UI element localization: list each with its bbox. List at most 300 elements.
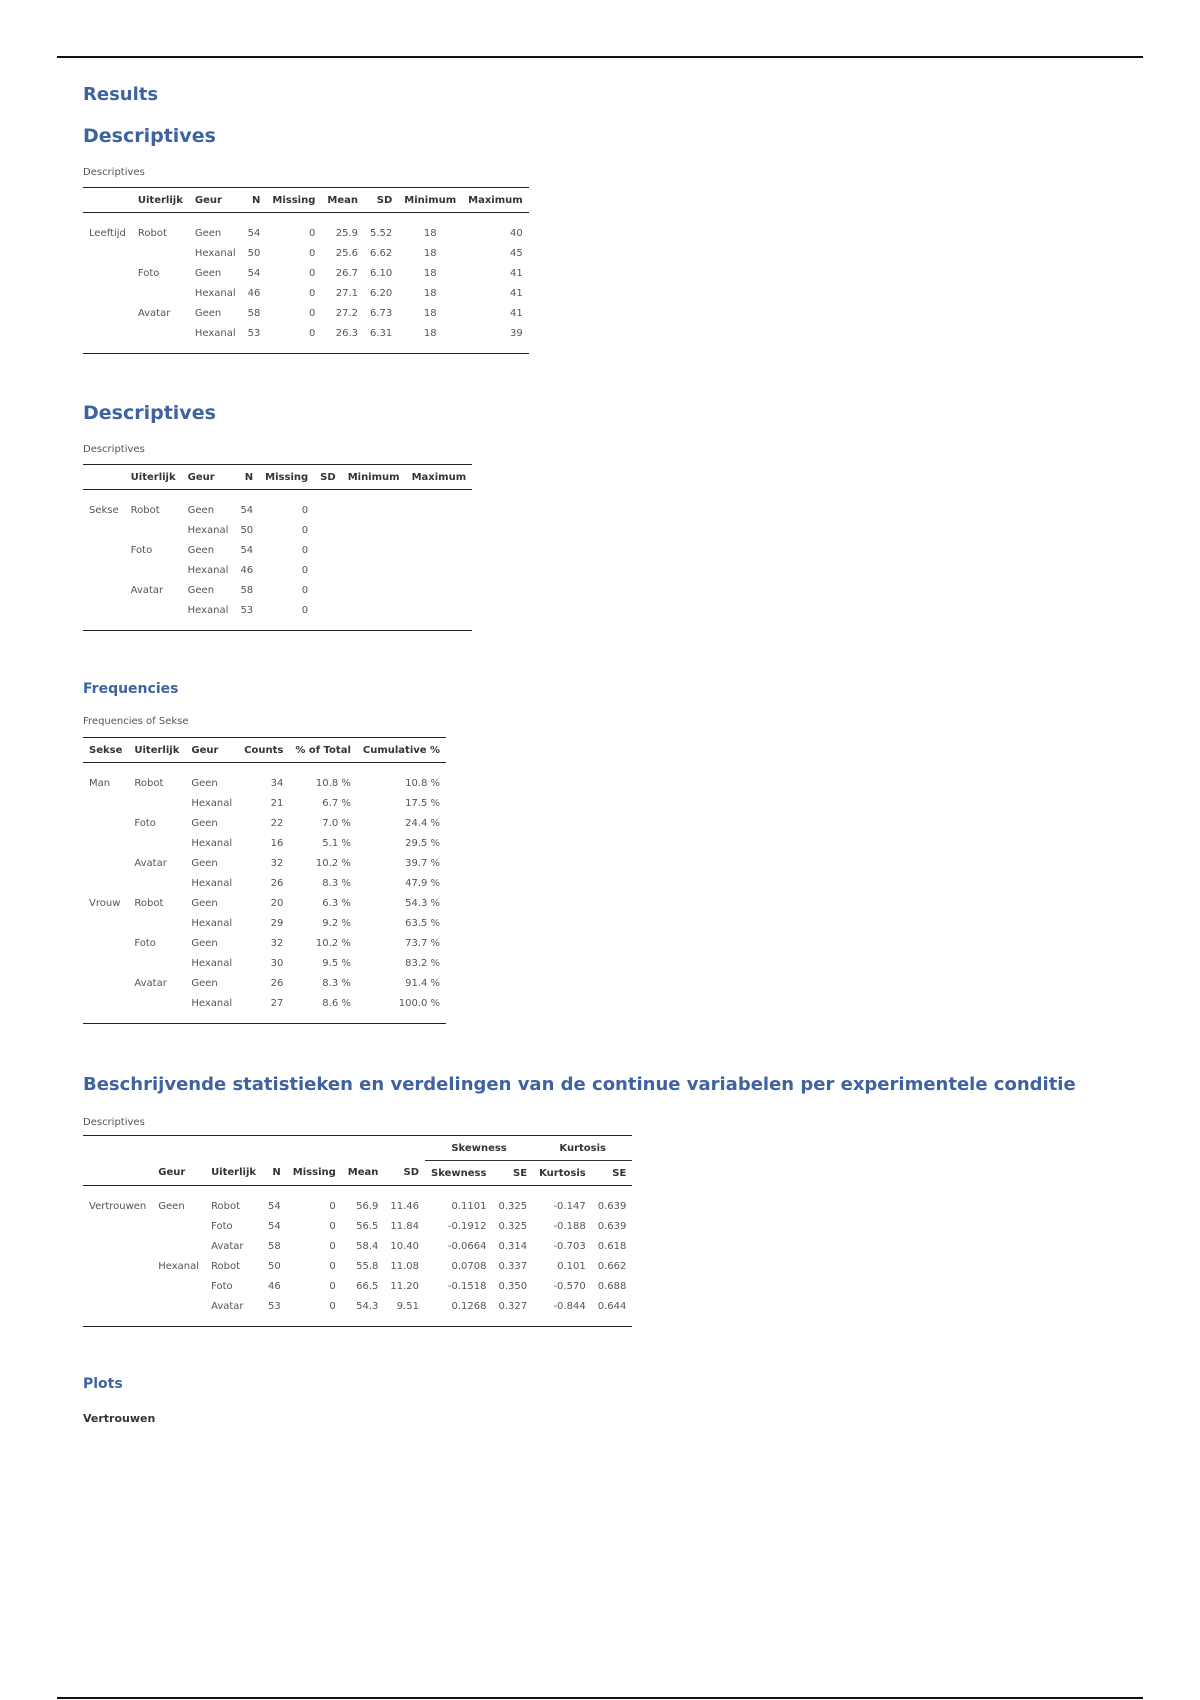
column-header: Minimum xyxy=(342,465,406,490)
table-cell: Hexanal xyxy=(158,1260,200,1272)
table-cell: 0.350 xyxy=(498,1280,528,1292)
descriptives-heading-2: Descriptives xyxy=(83,402,216,424)
column-header: Uiterlijk xyxy=(125,465,182,490)
page-bottom-rule xyxy=(57,1697,1143,1699)
table-cell: 0.0708 xyxy=(451,1260,487,1272)
table-cell: 0.639 xyxy=(597,1220,627,1232)
table-cell: 0.644 xyxy=(592,1296,633,1327)
table-cell: 50 xyxy=(247,247,261,259)
table-cell: 0.618 xyxy=(597,1240,627,1252)
table-cell: -0.703 xyxy=(553,1240,586,1252)
table-cell xyxy=(128,953,185,973)
table-cell: 32 xyxy=(270,857,284,869)
column-header: Missing xyxy=(266,188,321,213)
table-cell: 0 xyxy=(301,524,309,536)
table-cell: 10.40 xyxy=(390,1240,420,1252)
table-cell: 11.08 xyxy=(390,1260,420,1272)
table-cell: Leeftijd xyxy=(89,227,126,239)
table-cell: 25.9 xyxy=(335,227,358,239)
table-cell: Robot xyxy=(134,897,164,909)
table-row xyxy=(83,600,472,631)
table-cell: 53 xyxy=(242,323,267,354)
table-cell: Vertrouwen xyxy=(89,1200,147,1212)
table-row xyxy=(83,873,446,893)
table-cell xyxy=(406,600,473,631)
descriptives-table-age xyxy=(83,187,529,354)
table-cell: 0.101 xyxy=(557,1260,586,1272)
table-cell: -0.0664 xyxy=(447,1240,487,1252)
table-cell: Geen xyxy=(191,897,218,909)
table-cell: 50 xyxy=(240,524,254,536)
table-cell: -0.1912 xyxy=(447,1220,487,1232)
table-cell: Hexanal xyxy=(182,600,235,631)
table-cell: 5.1 % xyxy=(322,837,351,849)
table-cell: 0 xyxy=(309,227,316,239)
table-cell: 41 xyxy=(509,287,523,299)
table-cell: 50 xyxy=(268,1260,281,1272)
table-cell: Man xyxy=(89,777,111,789)
table-row xyxy=(83,793,446,813)
table-cell: 6.62 xyxy=(370,247,393,259)
table-cell xyxy=(132,323,189,354)
table-cell: 8.3 % xyxy=(322,977,351,989)
table-cell: Robot xyxy=(137,227,167,239)
column-header: Geur xyxy=(189,188,242,213)
column-header: SD xyxy=(384,1161,425,1186)
descriptives-heading-1: Descriptives xyxy=(83,125,216,147)
table-row xyxy=(83,1256,632,1276)
column-header xyxy=(83,465,125,490)
table-cell: Geen xyxy=(194,307,222,319)
table-cell: 0 xyxy=(266,323,321,354)
table-cell: 54 xyxy=(268,1200,281,1212)
table-cell xyxy=(83,580,125,600)
table-cell: Foto xyxy=(211,1280,233,1292)
table-row xyxy=(83,953,446,973)
table-cell xyxy=(83,263,132,283)
table-cell: 53 xyxy=(234,600,259,631)
table-cell: Hexanal xyxy=(185,993,238,1024)
table-cell: Robot xyxy=(211,1260,241,1272)
frequencies-table xyxy=(83,737,446,1024)
table-cell xyxy=(83,323,132,354)
table-cell xyxy=(152,1296,205,1327)
table-row xyxy=(83,993,446,1024)
column-header: Maximum xyxy=(462,188,529,213)
table-cell: Hexanal xyxy=(189,323,242,354)
table-cell: 83.2 % xyxy=(405,957,441,969)
table-cell xyxy=(342,600,406,631)
table-cell xyxy=(83,1256,152,1276)
table-cell: Geen xyxy=(187,544,215,556)
table-cell: Foto xyxy=(137,267,160,279)
table-cell: 18 xyxy=(423,247,437,259)
table-row xyxy=(83,490,472,521)
table-cell xyxy=(342,490,406,521)
table-cell: 0.1101 xyxy=(451,1200,487,1212)
table-row xyxy=(83,213,529,244)
table-cell: 8.3 % xyxy=(322,877,351,889)
table-cell: 26.3 xyxy=(321,323,364,354)
descriptives-caption-2: Descriptives xyxy=(83,444,145,455)
table-cell xyxy=(314,540,342,560)
continuous-descriptives-caption: Descriptives xyxy=(83,1117,145,1128)
results-title: Results xyxy=(83,84,159,105)
column-header: Mean xyxy=(342,1161,385,1186)
table-cell: 34 xyxy=(270,777,284,789)
table-row xyxy=(83,263,529,283)
table-cell xyxy=(83,1296,152,1327)
table-cell: 26 xyxy=(270,977,284,989)
table-cell: Geen xyxy=(191,777,218,789)
table-cell: 0 xyxy=(329,1260,336,1272)
table-cell: 55.8 xyxy=(356,1260,379,1272)
table-cell: Geen xyxy=(191,937,218,949)
table-cell: Avatar xyxy=(130,584,164,596)
column-header: SD xyxy=(314,465,342,490)
table-cell: 0 xyxy=(309,267,316,279)
table-cell: 9.2 % xyxy=(322,917,351,929)
table-cell: 0.325 xyxy=(498,1200,528,1212)
table-row xyxy=(83,520,472,540)
table-cell xyxy=(128,873,185,893)
table-cell: 27.2 xyxy=(335,307,358,319)
table-cell: Hexanal xyxy=(187,524,229,536)
table-cell: Sekse xyxy=(89,504,119,516)
table-row xyxy=(83,913,446,933)
table-row xyxy=(83,1216,632,1236)
table-row xyxy=(83,833,446,853)
table-cell: 40 xyxy=(509,227,523,239)
table-row xyxy=(83,763,446,794)
column-header: Uiterlijk xyxy=(128,738,185,763)
table-row xyxy=(83,580,472,600)
table-cell: Hexanal xyxy=(187,564,229,576)
table-row xyxy=(83,283,529,303)
table-cell xyxy=(83,913,128,933)
table-cell: 0 xyxy=(329,1200,336,1212)
table-cell: 0 xyxy=(309,247,316,259)
table-cell: 54 xyxy=(240,504,254,516)
table-cell: 29 xyxy=(270,917,284,929)
table-cell: Hexanal xyxy=(191,917,233,929)
table-cell xyxy=(152,1236,205,1256)
column-header: % of Total xyxy=(289,738,357,763)
table-cell: 26 xyxy=(270,877,284,889)
table-cell: 41 xyxy=(509,267,523,279)
frequencies-caption: Frequencies of Sekse xyxy=(83,716,189,727)
table-cell: 100.0 % xyxy=(357,993,446,1024)
table-cell xyxy=(314,520,342,540)
column-header: N xyxy=(262,1161,287,1186)
table-cell: 0.327 xyxy=(492,1296,533,1327)
table-cell: Avatar xyxy=(134,857,167,869)
table-cell: 30 xyxy=(270,957,284,969)
column-header: Missing xyxy=(259,465,314,490)
column-header: Missing xyxy=(287,1161,342,1186)
table-cell xyxy=(83,1236,152,1256)
table-cell: Geen xyxy=(187,584,215,596)
table-cell: Avatar xyxy=(211,1240,244,1252)
frequencies-heading: Frequencies xyxy=(83,681,179,697)
table-cell: 91.4 % xyxy=(405,977,441,989)
table-row xyxy=(83,540,472,560)
table-cell: Geen xyxy=(191,977,218,989)
table-cell: 0 xyxy=(329,1280,336,1292)
column-header: Geur xyxy=(182,465,235,490)
table-cell: 0 xyxy=(329,1240,336,1252)
column-header: Minimum xyxy=(398,188,462,213)
table-cell xyxy=(83,283,132,303)
table-cell xyxy=(406,520,473,540)
table-row xyxy=(83,323,529,354)
table-cell: 53 xyxy=(262,1296,287,1327)
table-cell xyxy=(314,560,342,580)
column-header: Uiterlijk xyxy=(132,188,189,213)
table-cell: 27 xyxy=(238,993,289,1024)
table-cell xyxy=(132,283,189,303)
table-cell: 66.5 xyxy=(356,1280,379,1292)
table-cell xyxy=(83,833,128,853)
column-header: SE xyxy=(592,1161,633,1186)
table-cell xyxy=(406,580,473,600)
table-cell: 24.4 % xyxy=(405,817,441,829)
table-cell xyxy=(83,933,128,953)
table-cell: Avatar xyxy=(205,1296,262,1327)
table-cell: 56.5 xyxy=(356,1220,379,1232)
table-cell xyxy=(132,243,189,263)
column-header: Sekse xyxy=(83,738,128,763)
table-cell xyxy=(83,560,125,580)
table-cell: Hexanal xyxy=(191,877,233,889)
table-cell: Hexanal xyxy=(194,247,236,259)
table-cell: 46 xyxy=(240,564,254,576)
table-cell: 11.46 xyxy=(390,1200,420,1212)
table-cell: 32 xyxy=(270,937,284,949)
table-cell xyxy=(83,973,128,993)
table-row xyxy=(83,1276,632,1296)
column-header: N xyxy=(242,188,267,213)
table-cell xyxy=(83,873,128,893)
table-cell xyxy=(128,913,185,933)
table-cell: 10.2 % xyxy=(315,937,351,949)
table-cell xyxy=(125,560,182,580)
table-cell: 8.6 % xyxy=(289,993,357,1024)
table-cell: 0 xyxy=(309,307,316,319)
column-header: N xyxy=(234,465,259,490)
page-top-rule xyxy=(57,56,1143,58)
table-cell xyxy=(83,243,132,263)
table-cell xyxy=(83,1216,152,1236)
table-cell xyxy=(342,540,406,560)
table-cell: 11.84 xyxy=(390,1220,420,1232)
column-header xyxy=(83,1161,152,1186)
table-cell: Geen xyxy=(158,1200,185,1212)
table-cell: 0.314 xyxy=(498,1240,528,1252)
table-cell xyxy=(83,953,128,973)
table-cell: 0.1268 xyxy=(425,1296,492,1327)
table-cell: 0 xyxy=(301,504,309,516)
table-row xyxy=(83,1236,632,1256)
table-cell xyxy=(83,1276,152,1296)
table-cell: 18 xyxy=(423,267,437,279)
table-cell xyxy=(152,1276,205,1296)
table-cell: Geen xyxy=(191,817,218,829)
table-cell: 6.7 % xyxy=(322,797,351,809)
column-header: Geur xyxy=(152,1161,205,1186)
table-cell: 45 xyxy=(509,247,523,259)
table-cell xyxy=(83,993,128,1024)
table-cell: 0 xyxy=(309,287,316,299)
table-row xyxy=(83,933,446,953)
table-cell: 6.20 xyxy=(370,287,393,299)
continuous-descriptives-heading: Beschrijvende statistieken en verdelingen van de continue variabelen per experimentele conditie xyxy=(83,1074,1076,1095)
table-cell: Hexanal xyxy=(194,287,236,299)
table-cell: 46 xyxy=(247,287,261,299)
table-cell: 0.337 xyxy=(498,1260,528,1272)
table-cell: 10.8 % xyxy=(315,777,351,789)
column-header: SE xyxy=(492,1161,533,1186)
table-cell xyxy=(83,793,128,813)
table-cell: 6.10 xyxy=(370,267,393,279)
table-cell: 47.9 % xyxy=(405,877,441,889)
table-cell: Geen xyxy=(191,857,218,869)
table-cell: 27.1 xyxy=(335,287,358,299)
column-header: Counts xyxy=(238,738,289,763)
table-cell: 0 xyxy=(329,1220,336,1232)
plots-subheading: Vertrouwen xyxy=(83,1412,156,1425)
table-cell: Foto xyxy=(130,544,153,556)
group-header-skewness: Skewness xyxy=(425,1136,533,1161)
table-cell: 18 xyxy=(423,227,437,239)
table-cell: 58.4 xyxy=(356,1240,379,1252)
table-cell: Foto xyxy=(134,937,156,949)
table-cell xyxy=(406,560,473,580)
table-cell: 54 xyxy=(240,544,254,556)
table-cell: 0.662 xyxy=(597,1260,627,1272)
table-cell xyxy=(128,793,185,813)
table-cell: 9.51 xyxy=(384,1296,425,1327)
group-header-kurtosis: Kurtosis xyxy=(533,1136,632,1161)
table-cell: Foto xyxy=(211,1220,233,1232)
table-cell: 18 xyxy=(423,307,437,319)
table-cell: -0.1518 xyxy=(447,1280,487,1292)
table-cell: 17.5 % xyxy=(405,797,441,809)
table-cell: 9.5 % xyxy=(322,957,351,969)
table-row xyxy=(83,243,529,263)
table-cell xyxy=(314,600,342,631)
table-row xyxy=(83,973,446,993)
descriptives-caption-1: Descriptives xyxy=(83,167,145,178)
table-row xyxy=(83,853,446,873)
column-header: Geur xyxy=(185,738,238,763)
table-cell: 54.3 xyxy=(342,1296,385,1327)
table-cell: Robot xyxy=(134,777,164,789)
column-header: Uiterlijk xyxy=(205,1161,262,1186)
table-cell: 54 xyxy=(268,1220,281,1232)
table-cell: Avatar xyxy=(137,307,171,319)
table-cell xyxy=(125,600,182,631)
table-cell xyxy=(342,520,406,540)
table-cell: 39 xyxy=(462,323,529,354)
table-cell xyxy=(83,813,128,833)
table-cell: 0 xyxy=(301,564,309,576)
table-row xyxy=(83,1186,632,1217)
table-row xyxy=(83,893,446,913)
column-header: SD xyxy=(364,188,398,213)
column-header: Skewness xyxy=(425,1161,492,1186)
table-cell xyxy=(128,993,185,1024)
table-cell: Geen xyxy=(194,227,222,239)
table-cell: 18 xyxy=(423,287,437,299)
table-cell xyxy=(83,520,125,540)
table-cell: Avatar xyxy=(134,977,167,989)
column-header: Maximum xyxy=(406,465,473,490)
descriptives-table-sex xyxy=(83,464,472,631)
table-cell: 0.325 xyxy=(498,1220,528,1232)
table-cell: 46 xyxy=(268,1280,281,1292)
table-cell xyxy=(342,560,406,580)
table-row xyxy=(83,560,472,580)
table-cell: Vrouw xyxy=(89,897,121,909)
table-cell: 39.7 % xyxy=(405,857,441,869)
column-header: Cumulative % xyxy=(357,738,446,763)
table-cell: 54 xyxy=(247,267,261,279)
table-cell xyxy=(125,520,182,540)
table-cell: 25.6 xyxy=(335,247,358,259)
table-cell: 58 xyxy=(240,584,254,596)
column-header: Kurtosis xyxy=(533,1161,592,1186)
table-cell xyxy=(83,600,125,631)
table-row xyxy=(83,303,529,323)
table-cell: 0 xyxy=(301,544,309,556)
table-cell: 58 xyxy=(247,307,261,319)
table-cell xyxy=(314,490,342,521)
table-cell: Robot xyxy=(211,1200,241,1212)
table-cell: 6.31 xyxy=(364,323,398,354)
table-cell xyxy=(152,1216,205,1236)
table-row xyxy=(83,1296,632,1327)
table-cell: Hexanal xyxy=(191,957,233,969)
table-cell xyxy=(314,580,342,600)
table-cell: Geen xyxy=(194,267,222,279)
table-cell xyxy=(128,833,185,853)
table-cell: 6.3 % xyxy=(322,897,351,909)
table-cell: Foto xyxy=(134,817,156,829)
table-cell: -0.188 xyxy=(553,1220,586,1232)
table-cell: 63.5 % xyxy=(405,917,441,929)
column-header: Mean xyxy=(321,188,364,213)
table-cell: 26.7 xyxy=(335,267,358,279)
group-header-spacer xyxy=(83,1136,425,1161)
table-cell: 10.2 % xyxy=(315,857,351,869)
table-cell: 29.5 % xyxy=(405,837,441,849)
table-cell: -0.570 xyxy=(553,1280,586,1292)
table-cell: Geen xyxy=(187,504,215,516)
continuous-descriptives-table xyxy=(83,1135,632,1327)
table-cell xyxy=(83,303,132,323)
table-cell: 20 xyxy=(270,897,284,909)
column-header xyxy=(83,188,132,213)
table-cell: 7.0 % xyxy=(322,817,351,829)
table-cell: 58 xyxy=(268,1240,281,1252)
table-cell: 54.3 % xyxy=(405,897,441,909)
table-cell: Hexanal xyxy=(191,797,233,809)
table-cell: 0.688 xyxy=(597,1280,627,1292)
plots-heading: Plots xyxy=(83,1376,123,1392)
table-row xyxy=(83,813,446,833)
table-cell: 0.639 xyxy=(597,1200,627,1212)
